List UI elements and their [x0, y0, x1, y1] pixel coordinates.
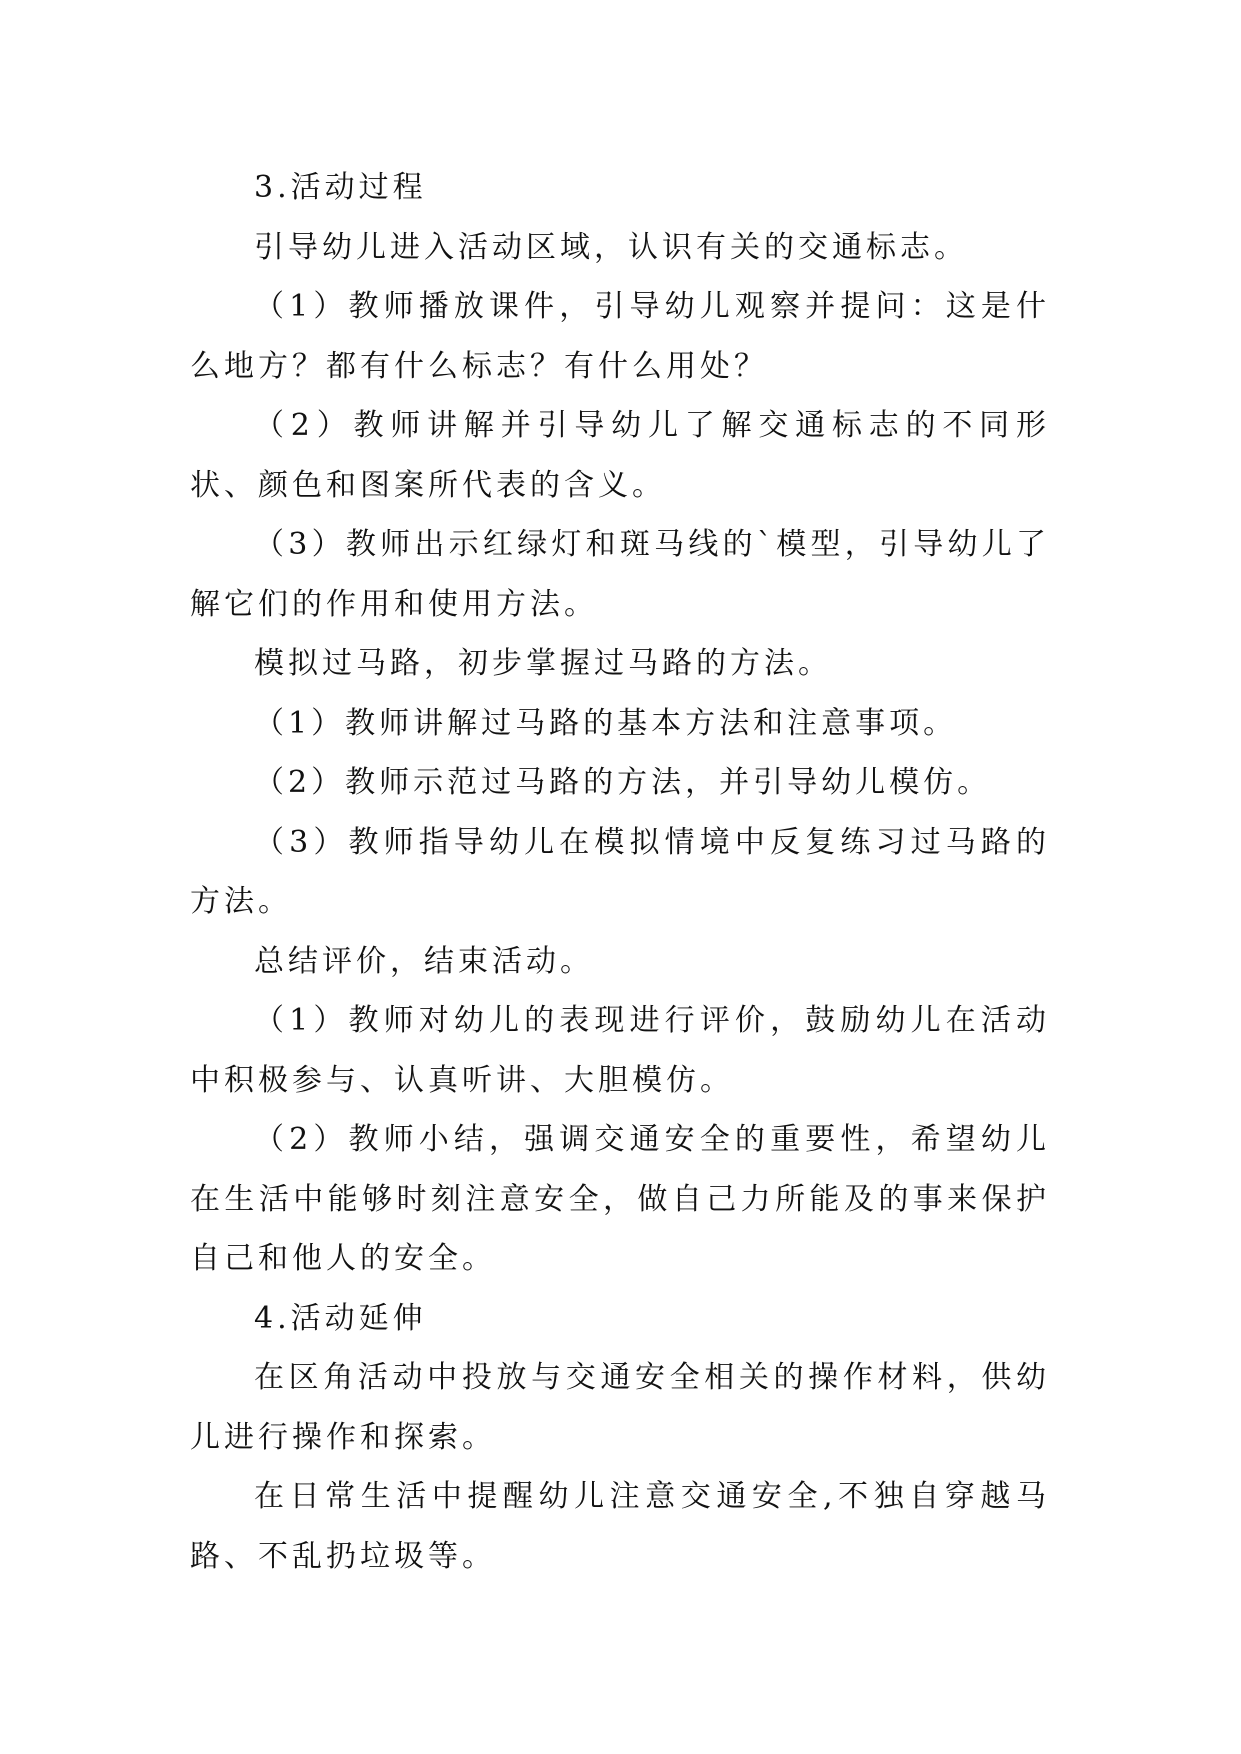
paragraph: （3）教师指导幼儿在模拟情境中反复练习过马路的方法。: [190, 824, 1050, 919]
paragraph: （1）教师对幼儿的表现进行评价，鼓励幼儿在活动中积极参与、认真听讲、大胆模仿。: [190, 1003, 1050, 1098]
paragraph: 总结评价，结束活动。: [254, 943, 594, 979]
paragraph: 在区角活动中投放与交通安全相关的操作材料，供幼儿进行操作和探索。: [190, 1360, 1050, 1455]
paragraph: （2）教师讲解并引导幼儿了解交通标志的不同形状、颜色和图案所代表的含义。: [190, 408, 1050, 503]
document-body: [190, 158, 1050, 1586]
section-heading-activity-process: 3.活动过程: [254, 170, 427, 205]
paragraph: 模拟过马路，初步掌握过马路的方法。: [254, 646, 832, 681]
paragraph: （2）教师示范过马路的方法，并引导幼儿模仿。: [254, 765, 992, 800]
paragraph: （1）教师讲解过马路的基本方法和注意事项。: [254, 705, 958, 741]
paragraph: 在日常生活中提醒幼儿注意交通安全,不独自穿越马路、不乱扔垃圾等。: [190, 1479, 1050, 1574]
section-heading-activity-extension: 4.活动延伸: [254, 1300, 427, 1336]
paragraph: 引导幼儿进入活动区域，认识有关的交通标志。: [254, 229, 968, 265]
paragraph: （1）教师播放课件，引导幼儿观察并提问：这是什么地方？都有什么标志？有什么用处？: [190, 289, 1050, 384]
paragraph: （2）教师小结，强调交通安全的重要性，希望幼儿在生活中能够时刻注意安全，做自己力所能及的事来保护自己和他人的安全。: [190, 1122, 1050, 1276]
paragraph: （3）教师出示红绿灯和斑马线的`模型，引导幼儿了解它们的作用和使用方法。: [190, 527, 1050, 622]
